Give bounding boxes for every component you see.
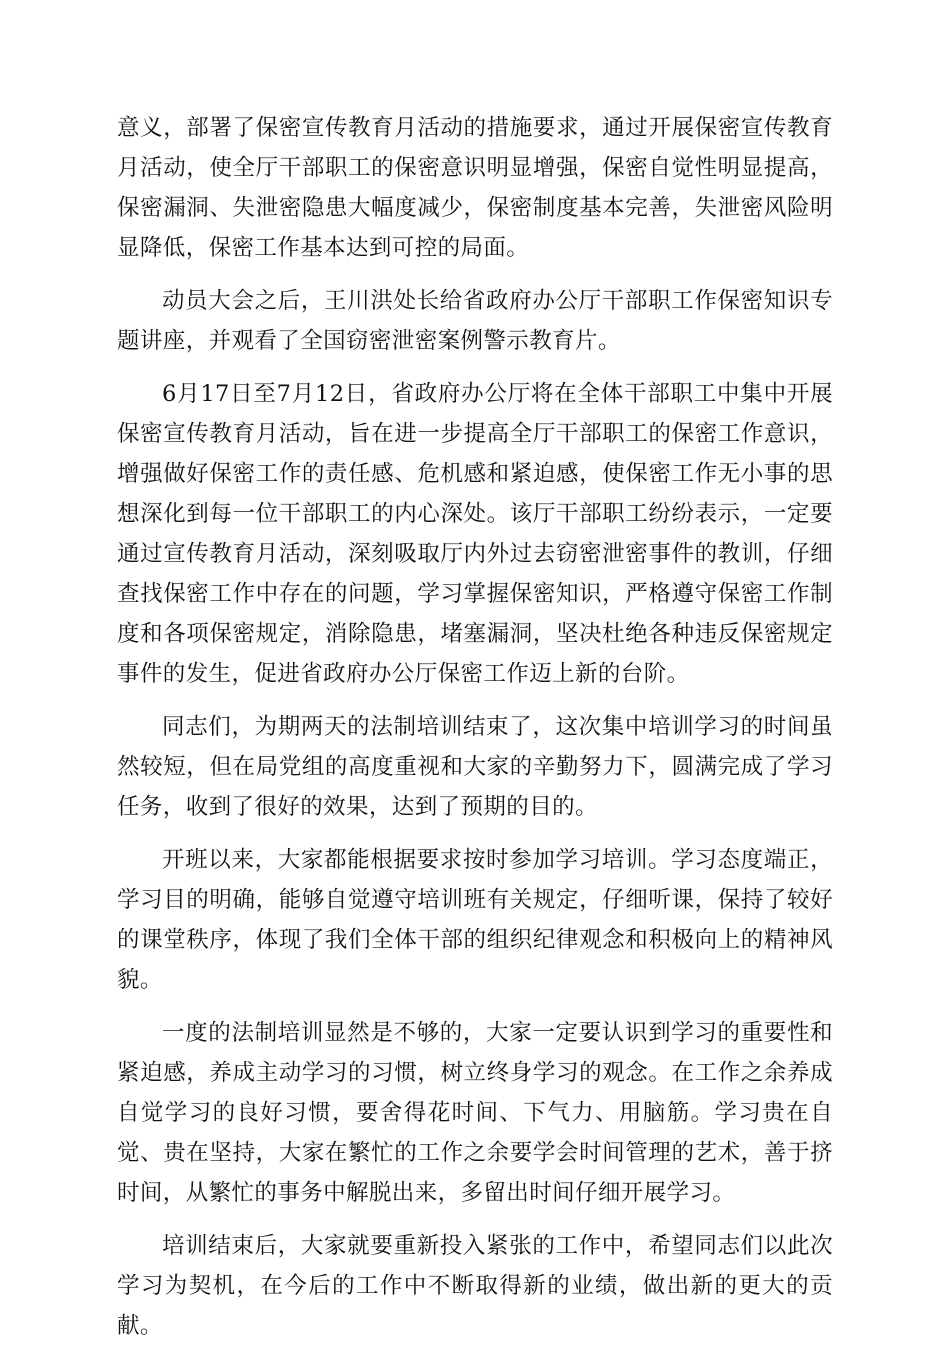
paragraph-6: 一度的法制培训显然是不够的，大家一定要认识到学习的重要性和紧迫感，养成主动学习的习惯，树立终身学习的观念。在工作之余养成自觉学习的良好习惯，要舍得花时间、下气力、用脑筋。学习贵在自觉、贵在坚持，大家在繁忙的工作之余要学会时间管理的艺术，善于挤时间，从繁忙的事务中解脱出来，多留出时间仔细开展学习。	[117, 1020, 833, 1206]
paragraph-7: 培训结束后，大家就要重新投入紧张的工作中，希望同志们以此次学习为契机，在今后的工作中不断取得新的业绩，做出新的更大的贡献。	[117, 1233, 833, 1339]
paragraph-3: 6月17日至7月12日，省政府办公厅将在全体干部职工中集中开展保密宣传教育月活动，旨在进一步提高全厅干部职工的保密工作意识，增强做好保密工作的责任感、危机感和紧迫感，使保密工作无小事的思想深化到每一位干部职工的内心深处。该厅干部职工纷纷表示，一定要通过宣传教育月活动，深刻吸取厅内外过去窃密泄密事件的教训，仔细查找保密工作中存在的问题，学习掌握保密知识，严格遵守保密工作制度和各项保密规定，消除隐患，堵塞漏洞，坚决杜绝各种违反保密规定事件的发生，促进省政府办公厅保密工作迈上新的台阶。	[117, 381, 833, 687]
paragraph-2: 动员大会之后，王川洪处长给省政府办公厅干部职工作保密知识专题讲座，并观看了全国窃密泄密案例警示教育片。	[117, 288, 833, 354]
paragraph-1: 意义，部署了保密宣传教育月活动的措施要求，通过开展保密宣传教育月活动，使全厅干部职工的保密意识明显增强，保密自觉性明显提高，保密漏洞、失泄密隐患大幅度减少，保密制度基本完善，失泄密风险明显降低，保密工作基本达到可控的局面。	[117, 115, 833, 261]
document-body	[117, 108, 833, 1359]
paragraph-4: 同志们，为期两天的法制培训结束了，这次集中培训学习的时间虽然较短，但在局党组的高度重视和大家的辛勤努力下，圆满完成了学习任务，收到了很好的效果，达到了预期的目的。	[117, 714, 833, 820]
paragraph-5: 开班以来，大家都能根据要求按时参加学习培训。学习态度端正，学习目的明确，能够自觉遵守培训班有关规定，仔细听课，保持了较好的课堂秩序，体现了我们全体干部的组织纪律观念和积极向上的精神风貌。	[117, 847, 833, 993]
